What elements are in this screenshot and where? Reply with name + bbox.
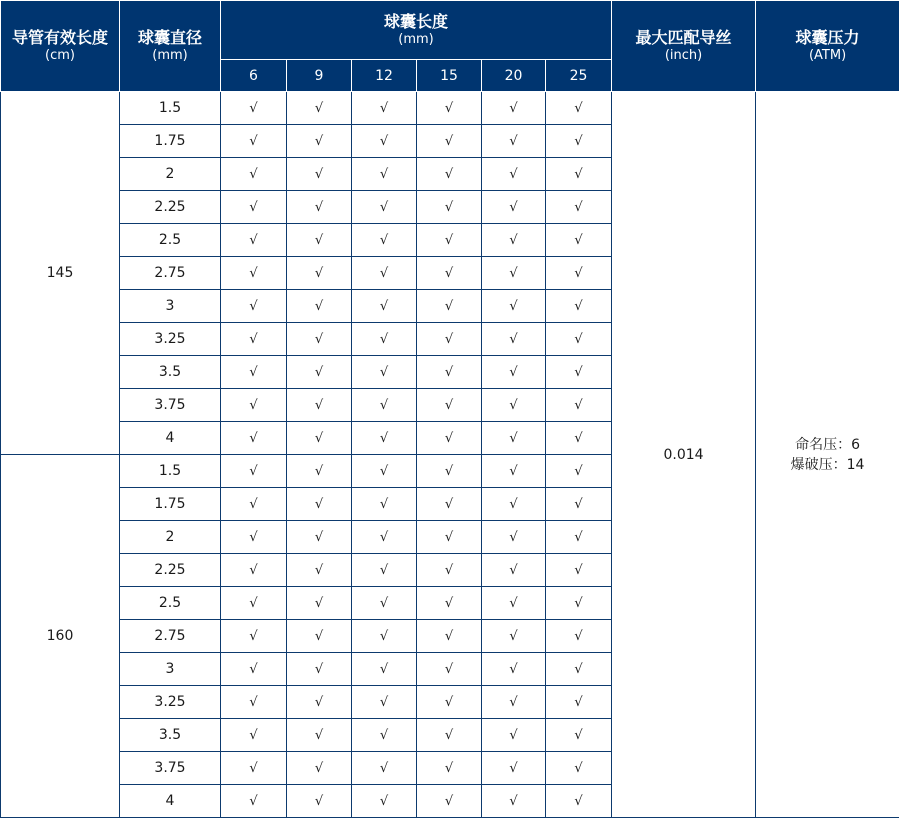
- availability-check-icon: √: [352, 785, 417, 818]
- availability-check-icon: √: [221, 389, 287, 422]
- availability-check-icon: √: [482, 521, 546, 554]
- availability-check-icon: √: [417, 488, 482, 521]
- availability-check-icon: √: [352, 653, 417, 686]
- availability-check-icon: √: [352, 92, 417, 125]
- balloon-diameter-cell: 2: [120, 158, 221, 191]
- availability-check-icon: √: [482, 686, 546, 719]
- balloon-diameter-cell: 3.75: [120, 389, 221, 422]
- availability-check-icon: √: [352, 191, 417, 224]
- balloon-diameter-cell: 4: [120, 785, 221, 818]
- availability-check-icon: √: [287, 785, 352, 818]
- availability-check-icon: √: [352, 422, 417, 455]
- table-body: [1, 92, 899, 818]
- header-unit: (mm): [398, 32, 434, 47]
- availability-check-icon: √: [287, 92, 352, 125]
- availability-check-icon: √: [287, 752, 352, 785]
- header-title: 球囊长度: [384, 12, 449, 31]
- availability-check-icon: √: [417, 719, 482, 752]
- availability-check-icon: √: [221, 686, 287, 719]
- availability-check-icon: √: [221, 158, 287, 191]
- availability-check-icon: √: [546, 719, 612, 752]
- availability-check-icon: √: [287, 422, 352, 455]
- availability-check-icon: √: [221, 554, 287, 587]
- header-balloon-length: [221, 1, 612, 60]
- availability-check-icon: √: [482, 422, 546, 455]
- availability-check-icon: √: [546, 389, 612, 422]
- availability-check-icon: √: [417, 257, 482, 290]
- balloon-diameter-cell: 2.5: [120, 587, 221, 620]
- balloon-length-size: 15: [417, 60, 482, 92]
- availability-check-icon: √: [287, 686, 352, 719]
- availability-check-icon: √: [221, 719, 287, 752]
- availability-check-icon: √: [546, 224, 612, 257]
- availability-check-icon: √: [482, 620, 546, 653]
- availability-check-icon: √: [352, 455, 417, 488]
- balloon-length-size: 25: [546, 60, 612, 92]
- availability-check-icon: √: [221, 257, 287, 290]
- availability-check-icon: √: [546, 488, 612, 521]
- table-row: [1, 92, 899, 125]
- availability-check-icon: √: [221, 323, 287, 356]
- availability-check-icon: √: [546, 587, 612, 620]
- availability-check-icon: √: [482, 323, 546, 356]
- header-unit: (ATM): [808, 48, 847, 63]
- availability-check-icon: √: [352, 719, 417, 752]
- balloon-length-size: 9: [287, 60, 352, 92]
- header-max-guidewire: [612, 1, 756, 92]
- availability-check-icon: √: [482, 554, 546, 587]
- availability-check-icon: √: [221, 488, 287, 521]
- balloon-length-size: 6: [221, 60, 287, 92]
- table-header: [1, 1, 899, 92]
- availability-check-icon: √: [417, 653, 482, 686]
- availability-check-icon: √: [417, 785, 482, 818]
- availability-check-icon: √: [352, 257, 417, 290]
- availability-check-icon: √: [417, 422, 482, 455]
- availability-check-icon: √: [221, 521, 287, 554]
- balloon-diameter-cell: 3: [120, 290, 221, 323]
- availability-check-icon: √: [546, 554, 612, 587]
- availability-check-icon: √: [482, 455, 546, 488]
- availability-check-icon: √: [417, 356, 482, 389]
- availability-check-icon: √: [417, 158, 482, 191]
- availability-check-icon: √: [221, 653, 287, 686]
- availability-check-icon: √: [221, 785, 287, 818]
- availability-check-icon: √: [546, 686, 612, 719]
- availability-check-icon: √: [352, 686, 417, 719]
- availability-check-icon: √: [352, 224, 417, 257]
- balloon-diameter-cell: 2.5: [120, 224, 221, 257]
- availability-check-icon: √: [482, 92, 546, 125]
- availability-check-icon: √: [287, 455, 352, 488]
- header-title: 球囊压力: [795, 28, 860, 47]
- availability-check-icon: √: [352, 389, 417, 422]
- guidewire-cell: 0.014: [612, 92, 756, 818]
- availability-check-icon: √: [352, 554, 417, 587]
- header-balloon-pressure: [756, 1, 899, 92]
- availability-check-icon: √: [287, 323, 352, 356]
- availability-check-icon: √: [221, 455, 287, 488]
- availability-check-icon: √: [417, 224, 482, 257]
- availability-check-icon: √: [417, 521, 482, 554]
- availability-check-icon: √: [417, 389, 482, 422]
- availability-check-icon: √: [287, 521, 352, 554]
- availability-check-icon: √: [352, 323, 417, 356]
- availability-check-icon: √: [482, 653, 546, 686]
- header-title: 导管有效长度: [11, 28, 108, 47]
- availability-check-icon: √: [352, 752, 417, 785]
- availability-check-icon: √: [546, 455, 612, 488]
- availability-check-icon: √: [482, 191, 546, 224]
- availability-check-icon: √: [546, 422, 612, 455]
- balloon-diameter-cell: 2.75: [120, 257, 221, 290]
- availability-check-icon: √: [417, 620, 482, 653]
- availability-check-icon: √: [482, 158, 546, 191]
- availability-check-icon: √: [287, 587, 352, 620]
- balloon-diameter-cell: 3.5: [120, 719, 221, 752]
- balloon-diameter-cell: 3.25: [120, 686, 221, 719]
- header-catheter-length: [1, 1, 120, 92]
- availability-check-icon: √: [287, 653, 352, 686]
- balloon-diameter-cell: 1.5: [120, 92, 221, 125]
- availability-check-icon: √: [482, 719, 546, 752]
- availability-check-icon: √: [482, 224, 546, 257]
- balloon-diameter-cell: 3.75: [120, 752, 221, 785]
- availability-check-icon: √: [352, 620, 417, 653]
- availability-check-icon: √: [417, 752, 482, 785]
- header-title: 最大匹配导丝: [635, 28, 732, 47]
- availability-check-icon: √: [221, 422, 287, 455]
- availability-check-icon: √: [221, 356, 287, 389]
- balloon-diameter-cell: 2.25: [120, 554, 221, 587]
- availability-check-icon: √: [287, 389, 352, 422]
- availability-check-icon: √: [287, 356, 352, 389]
- balloon-length-size: 20: [482, 60, 546, 92]
- balloon-length-size: 12: [352, 60, 417, 92]
- availability-check-icon: √: [352, 125, 417, 158]
- availability-check-icon: √: [221, 587, 287, 620]
- availability-check-icon: √: [482, 356, 546, 389]
- availability-check-icon: √: [352, 158, 417, 191]
- availability-check-icon: √: [546, 323, 612, 356]
- availability-check-icon: √: [546, 191, 612, 224]
- availability-check-icon: √: [546, 125, 612, 158]
- balloon-diameter-cell: 1.75: [120, 488, 221, 521]
- catheter-length-cell: 160: [1, 455, 120, 818]
- availability-check-icon: √: [546, 653, 612, 686]
- balloon-diameter-cell: 3.25: [120, 323, 221, 356]
- availability-check-icon: √: [482, 257, 546, 290]
- availability-check-icon: √: [546, 257, 612, 290]
- availability-check-icon: √: [546, 620, 612, 653]
- availability-check-icon: √: [287, 224, 352, 257]
- availability-check-icon: √: [352, 587, 417, 620]
- availability-check-icon: √: [546, 356, 612, 389]
- balloon-diameter-cell: 2: [120, 521, 221, 554]
- availability-check-icon: √: [546, 92, 612, 125]
- availability-check-icon: √: [287, 488, 352, 521]
- availability-check-icon: √: [417, 125, 482, 158]
- availability-check-icon: √: [417, 686, 482, 719]
- availability-check-icon: √: [287, 125, 352, 158]
- availability-check-icon: √: [221, 191, 287, 224]
- availability-check-icon: √: [221, 224, 287, 257]
- catheter-length-cell: 145: [1, 92, 120, 455]
- pressure-cell: [756, 92, 899, 818]
- availability-check-icon: √: [352, 488, 417, 521]
- availability-check-icon: √: [482, 389, 546, 422]
- availability-check-icon: √: [221, 92, 287, 125]
- availability-check-icon: √: [221, 125, 287, 158]
- availability-check-icon: √: [482, 587, 546, 620]
- availability-check-icon: √: [287, 290, 352, 323]
- availability-check-icon: √: [287, 719, 352, 752]
- availability-check-icon: √: [352, 521, 417, 554]
- availability-check-icon: √: [287, 158, 352, 191]
- availability-check-icon: √: [482, 125, 546, 158]
- header-unit: (inch): [664, 48, 703, 63]
- availability-check-icon: √: [482, 488, 546, 521]
- availability-check-icon: √: [546, 752, 612, 785]
- burst-pressure: 爆破压：14: [790, 456, 865, 473]
- availability-check-icon: √: [221, 290, 287, 323]
- availability-check-icon: √: [417, 191, 482, 224]
- nominal-pressure: 命名压：6: [795, 436, 860, 453]
- balloon-diameter-cell: 1.75: [120, 125, 221, 158]
- availability-check-icon: √: [482, 290, 546, 323]
- availability-check-icon: √: [417, 92, 482, 125]
- availability-check-icon: √: [287, 191, 352, 224]
- availability-check-icon: √: [417, 554, 482, 587]
- availability-check-icon: √: [546, 785, 612, 818]
- balloon-diameter-cell: 2.25: [120, 191, 221, 224]
- header-balloon-diameter: [120, 1, 221, 92]
- header-title: 球囊直径: [137, 28, 202, 47]
- availability-check-icon: √: [221, 752, 287, 785]
- availability-check-icon: √: [482, 752, 546, 785]
- availability-check-icon: √: [546, 290, 612, 323]
- availability-check-icon: √: [417, 587, 482, 620]
- availability-check-icon: √: [417, 290, 482, 323]
- availability-check-icon: √: [417, 323, 482, 356]
- availability-check-icon: √: [287, 554, 352, 587]
- availability-check-icon: √: [352, 356, 417, 389]
- balloon-diameter-cell: 2.75: [120, 620, 221, 653]
- availability-check-icon: √: [546, 158, 612, 191]
- availability-check-icon: √: [482, 785, 546, 818]
- balloon-diameter-cell: 1.5: [120, 455, 221, 488]
- availability-check-icon: √: [287, 620, 352, 653]
- availability-check-icon: √: [546, 521, 612, 554]
- header-unit: (mm): [152, 48, 188, 63]
- balloon-diameter-cell: 3: [120, 653, 221, 686]
- availability-check-icon: √: [352, 290, 417, 323]
- availability-check-icon: √: [221, 620, 287, 653]
- balloon-diameter-cell: 3.5: [120, 356, 221, 389]
- header-unit: (cm): [45, 48, 75, 63]
- availability-check-icon: √: [287, 257, 352, 290]
- availability-check-icon: √: [417, 455, 482, 488]
- balloon-diameter-cell: 4: [120, 422, 221, 455]
